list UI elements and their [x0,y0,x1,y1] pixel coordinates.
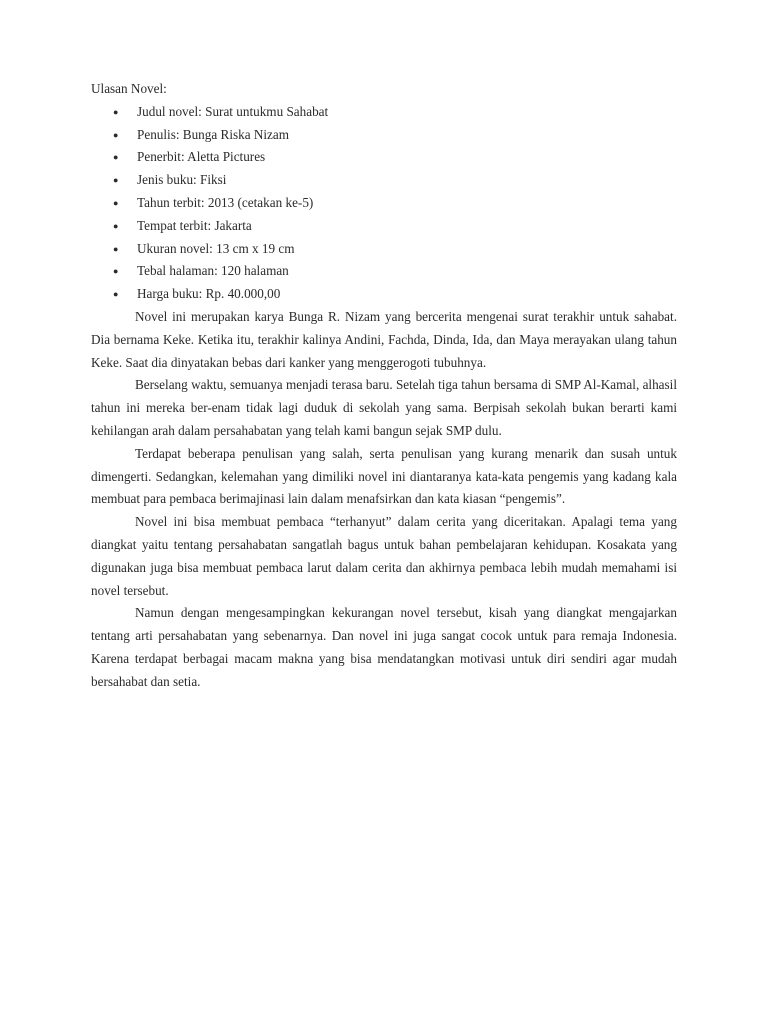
book-details-list [91,101,677,306]
list-item [91,238,677,261]
bullet-icon: ● [113,220,119,231]
detail-pages: Tebal halaman: 120 halaman [137,263,289,279]
list-item [91,101,677,124]
detail-title: Judul novel: Surat untukmu Sahabat [137,103,329,119]
bullet-icon: ● [113,175,119,186]
list-item [91,215,677,238]
paragraph-story: Berselang waktu, semuanya menjadi terasa baru. Setelah tiga tahun bersama di SMP Al-Kamal, alhasil tahun ini mereka ber-enam tidak lagi duduk di sekolah yang sama. Berpisah sekolah bukan berarti kami kehilangan arah dalam persahabatan yang telah kami bangun sejak SMP dulu. [91,377,677,438]
bullet-icon: ● [113,106,119,117]
detail-author: Penulis: Bunga Riska Nizam [137,126,290,142]
detail-size: Ukuran novel: 13 cm x 19 cm [137,240,295,256]
paragraph-strength: Novel ini bisa membuat pembaca “terhanyut” dalam cerita yang diceritakan. Apalagi tema yang diangkat yaitu tentang persahabatan sangatlah bagus untuk bahan pembelajaran kehidupan. Kosakata yang digunakan juga bisa membuat pembaca larut dalam cerita dan akhirnya pembaca lebih mudah memahami isi novel tersebut. [91,514,677,598]
list-item [91,192,677,215]
paragraph-synopsis: Novel ini merupakan karya Bunga R. Nizam yang bercerita mengenai surat terakhir untuk sahabat. Dia bernama Keke. Ketika itu, terakhir kalinya Andini, Fachda, Dinda, Ida, dan Maya merayakan ulang tahun Keke. Saat dia dinyatakan bebas dari kanker yang menggerogoti tubuhnya. [91,308,677,370]
bullet-icon: ● [113,243,119,254]
list-item [91,169,677,192]
paragraph-weakness: Terdapat beberapa penulisan yang salah, serta penulisan yang kurang menarik dan susah untuk dimengerti. Sedangkan, kelemahan yang dimiliki novel ini diantaranya kata-kata pengemis yang kadang kala membuat para pembaca berimajinasi lain dalam menafsirkan dan kata kiasan “pengemis”. [91,445,677,507]
detail-publisher: Penerbit: Aletta Pictures [137,149,266,165]
bullet-icon: ● [113,266,119,277]
list-item [91,146,677,169]
list-item [91,283,677,306]
detail-price: Harga buku: Rp. 40.000,00 [137,286,281,302]
detail-year: Tahun terbit: 2013 (cetakan ke-5) [137,194,314,210]
bullet-icon: ● [113,197,119,208]
detail-genre: Jenis buku: Fiksi [137,172,227,188]
bullet-icon: ● [113,129,119,140]
paragraph-conclusion: Namun dengan mengesampingkan kekurangan novel tersebut, kisah yang diangkat mengajarkan tentang arti persahabatan yang sebenarnya. Dan novel ini juga sangat cocok untuk para remaja Indonesia. Karena terdapat berbagai macam makna yang bisa mendatangkan motivasi untuk diri sendiri agar mudah bersahabat dan setia. [91,605,677,689]
bullet-icon: ● [113,152,119,163]
bullet-icon: ● [113,289,119,300]
document-body [91,78,677,694]
detail-place: Tempat terbit: Jakarta [137,217,252,233]
list-item [91,260,677,283]
document-title: Ulasan Novel: [91,81,167,96]
list-item [91,124,677,147]
